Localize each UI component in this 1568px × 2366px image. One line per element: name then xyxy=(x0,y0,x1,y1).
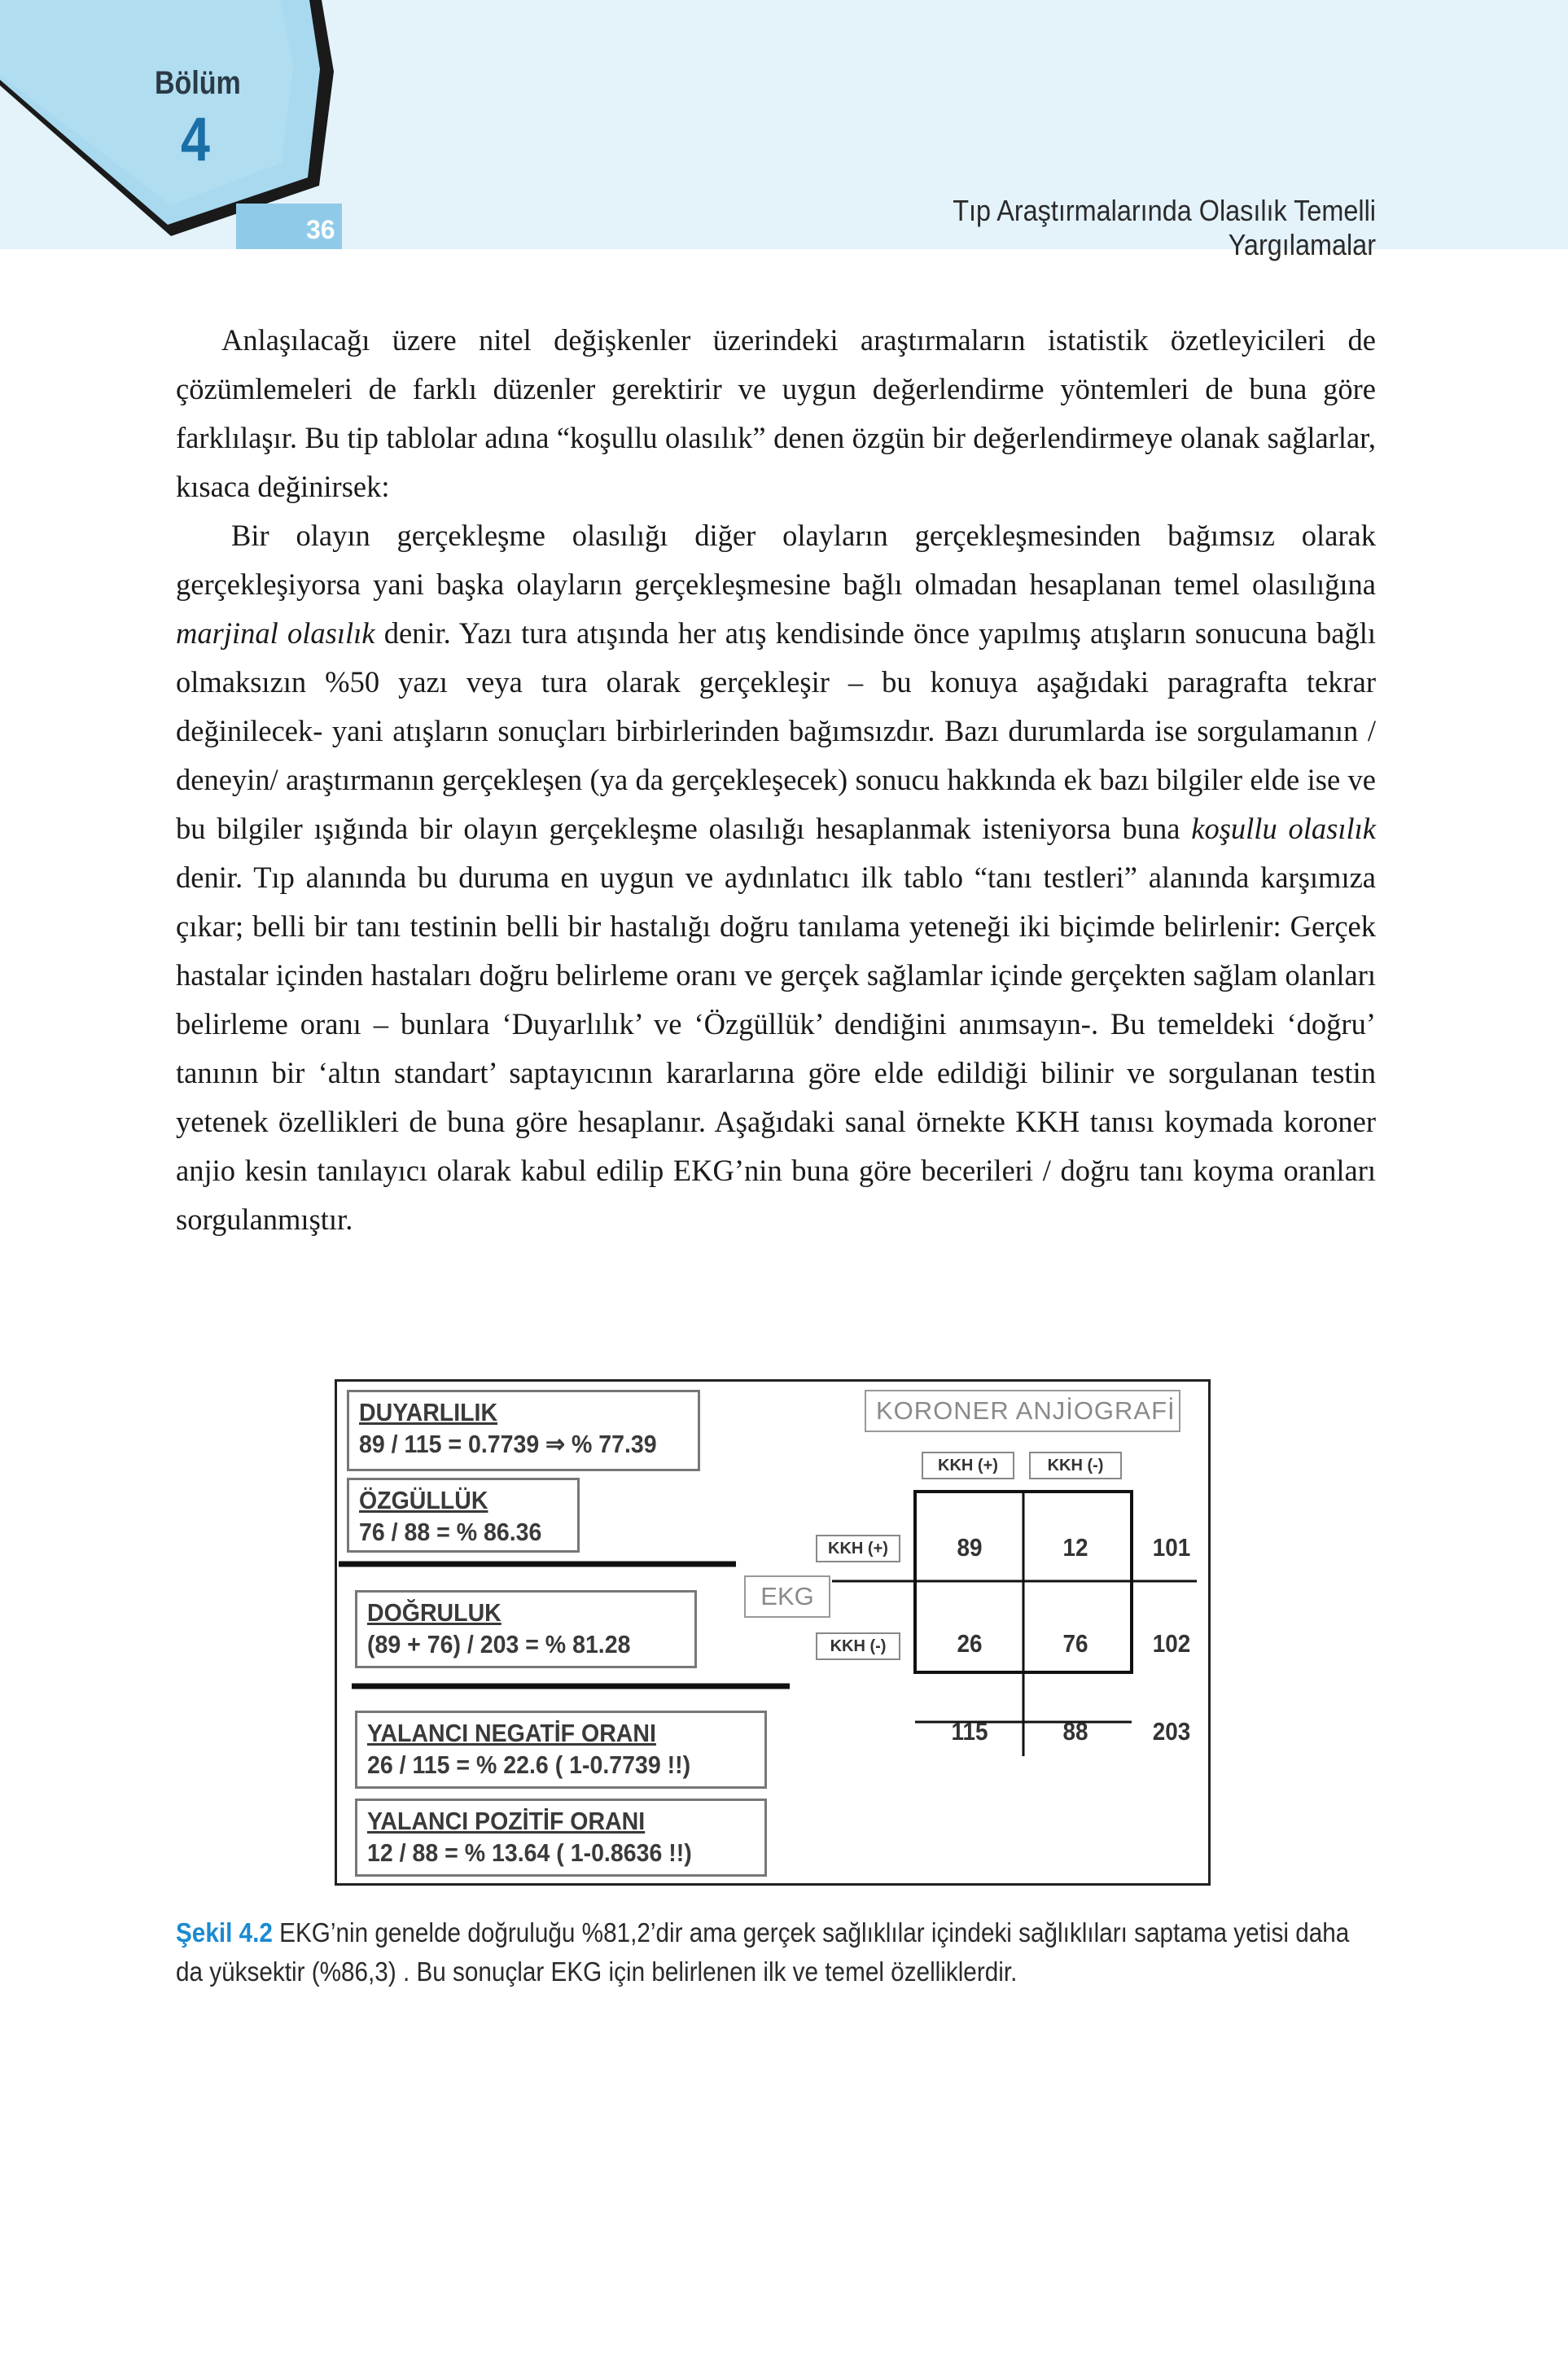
chapter-word: Bölüm xyxy=(155,65,241,101)
p2-text-c: denir. Tıp alanında bu duruma en uygun ve aydınlatıcı ilk tablo “tanı testleri” alanında karşımıza çıkar; belli bir tanı testinin belli bir hastalığı doğru tanılama yeteneği iki biçimde belirlenir: Gerçek hastalar içinden hastaları doğru belirleme oranı ve gerçek sağlamlar içinde gerçekten sağlam olanları belirleme oranı – bunlara ‘Duyarlılık’ ve ‘Özgüllük’ dendiğini anımsayın-. Bu temeldeki ‘doğru’ tanının bir ‘altın standart’ saptayıcının kararlarına göre elde edildiği bilinir ve sorgulanan testin yetenek özellikleri de buna göre hesaplanır. Aşağıdaki sanal örnekte KKH tanısı koymada koroner anjio kesin tanılayıcı olarak kabul edilip EKG’nin buna göre becerileri / doğru tanı koyma oranları sorgulanmıştır. xyxy=(176,861,1376,1236)
figure-caption xyxy=(176,1913,1376,1991)
yalanci-negatif-box xyxy=(355,1711,767,1789)
cell-false-positive: 12 xyxy=(1062,1533,1088,1562)
term-marjinal-olasilik: marjinal olasılık xyxy=(176,616,375,650)
duyarlilik-value: 89 / 115 = 0.7739 ⇒ % 77.39 xyxy=(359,1430,657,1458)
column-header-kkh-positive: KKH (+) xyxy=(922,1452,1014,1479)
dogruluk-title: DOĞRULUK xyxy=(367,1598,501,1627)
chapter-number: 4 xyxy=(181,105,210,174)
row-header-kkh-negative: KKH (-) xyxy=(816,1632,900,1660)
running-title: Tıp Araştırmalarında Olasılık Temelli Yargılamalar xyxy=(953,194,1376,261)
yalanci-pozitif-box xyxy=(355,1799,767,1877)
koroner-anjiografi-label: KORONER ANJİOGRAFİ xyxy=(865,1390,1180,1432)
paragraph-2 xyxy=(176,511,1376,1244)
page-number: 36 xyxy=(306,215,335,244)
cell-col1-total: 115 xyxy=(951,1717,988,1746)
caption-text: EKG’nin genelde doğruluğu %81,2’dir ama gerçek sağlıklılar içindeki sağlıklıları saptama yetisi daha da yüksektir (%86,3) . Bu sonuçlar EKG için belirlenen ilk ve temel özelliklerdir. xyxy=(176,1917,1350,1987)
p2-text-b: denir. Yazı tura atışında her atış kendisinde önce yapılmış atışların sonucuna bağlı olmaksızın %50 yazı veya tura olarak gerçekleşir – bu konuya aşağıdaki paragrafta tekrar değinilecek- yani atışların sonuçları birbirlerinden bağımsızdır. Bazı durumlarda ise sorgulamanın / deneyin/ araştırmanın gerçekleşen (ya da gerçekleşecek) sonucu hakkında ek bazı bilgiler elde ise ve bu bilgiler ışığında bir olayın gerçekleşme olasılığı hesaplanmak isteniyorsa buna xyxy=(176,616,1376,845)
ozgulluk-box xyxy=(347,1478,580,1553)
cell-true-positive: 89 xyxy=(957,1533,983,1562)
cell-grand-total: 203 xyxy=(1152,1717,1191,1746)
row-header-kkh-positive: KKH (+) xyxy=(816,1535,900,1562)
cell-false-negative: 26 xyxy=(957,1629,983,1658)
cell-row1-total: 101 xyxy=(1152,1533,1191,1562)
yalanci-pozitif-title: YALANCI POZİTİF ORANI xyxy=(367,1807,646,1835)
ozgulluk-value: 76 / 88 = % 86.36 xyxy=(359,1518,542,1546)
duyarlilik-title: DUYARLILIK xyxy=(359,1398,498,1426)
ozgulluk-title: ÖZGÜLLÜK xyxy=(359,1486,488,1514)
badge-light xyxy=(0,0,293,205)
body-text xyxy=(176,316,1376,1244)
column-header-kkh-negative: KKH (-) xyxy=(1029,1452,1122,1479)
figure-4-2 xyxy=(335,1379,1211,1886)
paragraph-1: Anlaşılacağı üzere nitel değişkenler üzerindeki araştırmaların istatistik özetleyicileri de çözümlemeleri de farklı düzenler gerektirir ve uygun değerlendirme yöntemleri de buna göre farklılaşır. Bu tip tablolar adına “koşullu olasılık” denen özgün bir değerlendirmeye olanak sağlarlar, kısaca değinirsek: xyxy=(176,323,1376,503)
dogruluk-box xyxy=(355,1590,697,1668)
p2-text-a: Bir olayın gerçekleşme olasılığı diğer olayların gerçekleşmesinden bağımsız olarak gerçekleşiyorsa yani başka olayların gerçekleşmesine bağlı olmadan hesaplanan temel olasılığına xyxy=(176,519,1376,601)
duyarlilik-box xyxy=(347,1390,700,1471)
cell-row2-total: 102 xyxy=(1152,1629,1191,1658)
dogruluk-value: (89 + 76) / 203 = % 81.28 xyxy=(367,1630,631,1658)
yalanci-negatif-value: 26 / 115 = % 22.6 ( 1-0.7739 !!) xyxy=(367,1750,691,1779)
yalanci-pozitif-value: 12 / 88 = % 13.64 ( 1-0.8636 !!) xyxy=(367,1838,692,1867)
yalanci-negatif-title: YALANCI NEGATİF ORANI xyxy=(367,1719,656,1747)
cell-col2-total: 88 xyxy=(1062,1717,1088,1746)
chapter-badge xyxy=(0,0,342,261)
ekg-label: EKG xyxy=(744,1575,830,1618)
caption-label: Şekil 4.2 xyxy=(176,1917,273,1948)
cell-true-negative: 76 xyxy=(1062,1629,1088,1658)
term-kosullu-olasilik: koşullu olasılık xyxy=(1191,812,1377,845)
